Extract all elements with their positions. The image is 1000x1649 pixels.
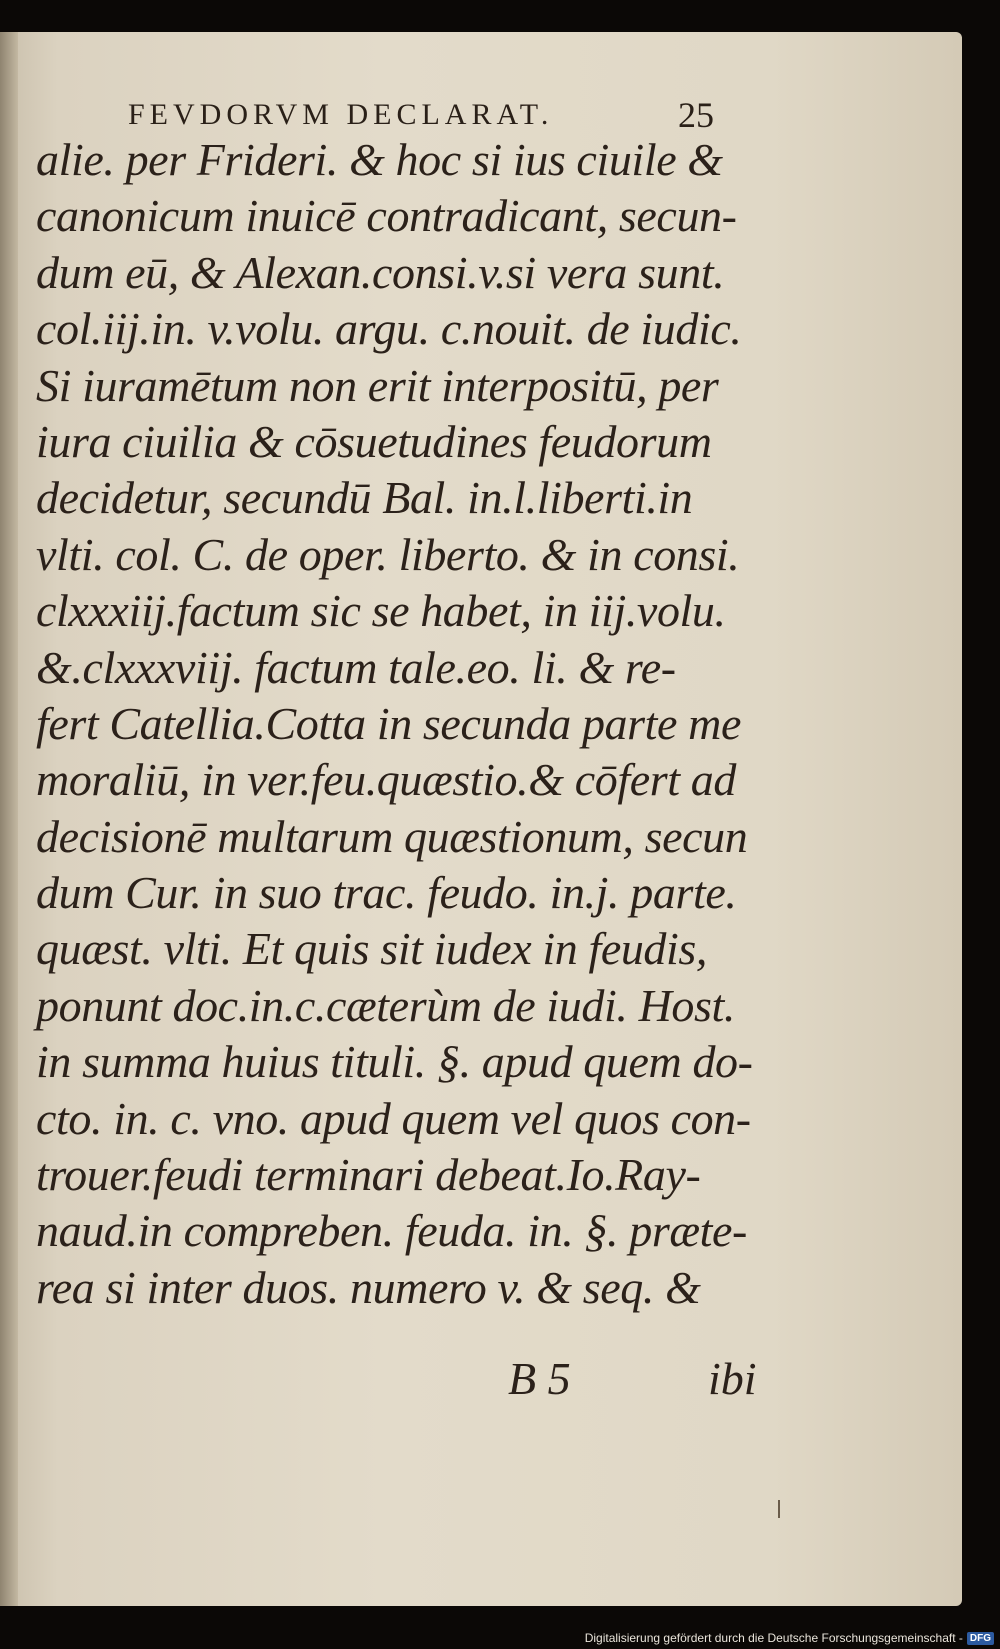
paper-mark — [778, 1500, 780, 1518]
text-line: dum Cur. in suo trac. feudo. in.j. parte. — [36, 867, 737, 919]
text-line: alie. per Frideri. & hoc si ius ciuile & — [36, 134, 723, 185]
body-text — [36, 132, 756, 1316]
text-line: decidetur, secundū Bal. in.l.liberti.in — [36, 472, 693, 524]
text-line: fert Catellia.Cotta in secunda parte me — [36, 697, 741, 749]
page-number: 25 — [678, 95, 714, 135]
text-line: moraliū, in ver.feu.quæstio.& cōfert ad — [36, 754, 736, 806]
page-footer-line — [0, 1352, 962, 1412]
text-line: canonicum inuicē contradicant, secun- — [36, 190, 737, 242]
text-line: in summa huius tituli. §. apud quem do- — [36, 1036, 753, 1088]
dfg-logo: DFG — [967, 1632, 994, 1645]
text-line: iura ciuilia & cōsuetudines feudorum — [36, 415, 712, 467]
text-line: rea si inter duos. numero v. & seq. & — [36, 1261, 701, 1313]
text-line: vlti. col. C. de oper. liberto. & in consi. — [36, 528, 740, 580]
text-line: ponunt doc.in.c.cæterùm de iudi. Host. — [36, 979, 735, 1031]
text-line: naud.in compreben. feuda. in. §. præte- — [36, 1205, 747, 1257]
credit-text: Digitalisierung gefördert durch die Deutsche Forschungsgemeinschaft - — [584, 1631, 963, 1645]
running-head: FEVDORVM DECLARAT. — [128, 98, 554, 131]
text-line: clxxxiij.factum sic se habet, in iij.volu. — [36, 585, 726, 637]
text-line: dum eū, & Alexan.consi.v.si vera sunt. — [36, 246, 725, 298]
text-line: quæst. vlti. Et quis sit iudex in feudis, — [36, 923, 708, 975]
text-line: cto. in. c. vno. apud quem vel quos con- — [36, 1092, 751, 1144]
signature-mark: B 5 — [508, 1353, 571, 1404]
text-line: decisionē multarum quæstionum, secun — [36, 810, 748, 862]
catchword: ibi — [708, 1353, 757, 1404]
digitization-credit — [585, 1627, 994, 1649]
text-line: &.clxxxviij. factum tale.eo. li. & re- — [36, 641, 676, 693]
text-line: Si iuramētum non erit interpositū, per — [36, 359, 719, 411]
text-line: trouer.feudi terminari debeat.Io.Ray- — [36, 1149, 701, 1201]
text-line: col.iij.in. v.volu. argu. c.nouit. de iudic. — [36, 303, 742, 355]
